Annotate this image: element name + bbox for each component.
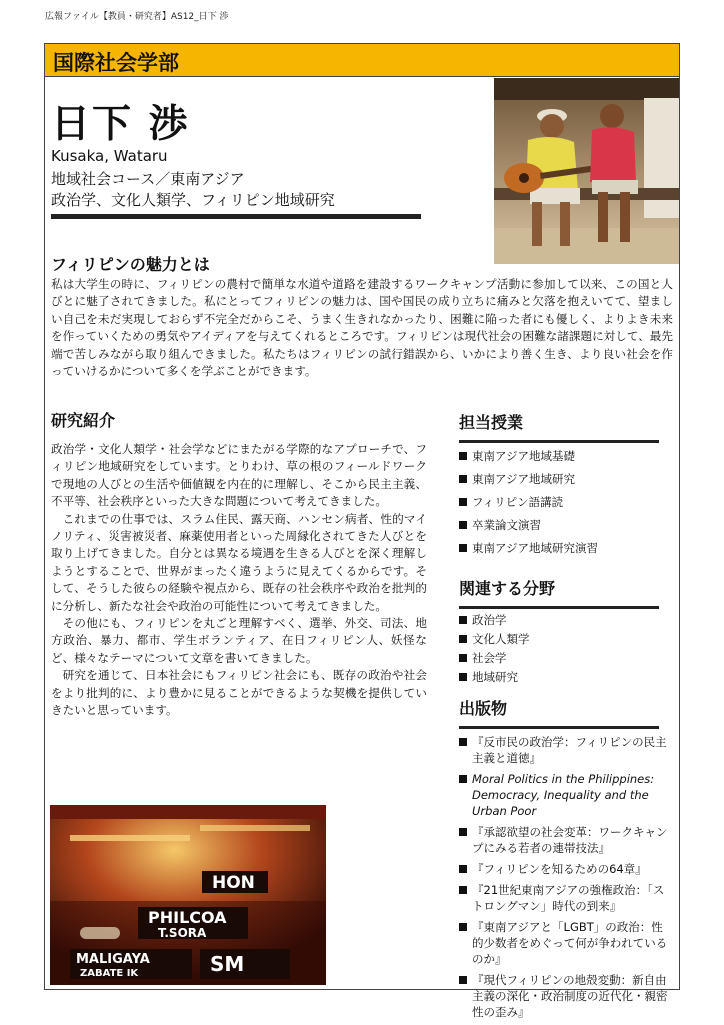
field-name: 社会学 xyxy=(472,651,507,665)
list-item xyxy=(459,630,674,649)
square-bullet-icon xyxy=(459,865,467,873)
list-item xyxy=(459,771,674,819)
course-name: 東南アジア地域研究 xyxy=(472,472,576,486)
publication-title: 『フィリピンを知るための64章』 xyxy=(472,862,647,876)
jeepney-sign-zabate: ZABATE IK xyxy=(80,968,139,979)
square-bullet-icon xyxy=(459,498,467,506)
publications-section-title: 出版物 xyxy=(459,699,508,718)
square-bullet-icon xyxy=(459,886,467,894)
publication-title: 『承認欲望の社会変革：ワークキャンプにみる若者の連帯技法』 xyxy=(472,825,668,855)
publication-title: 『現代フィリピンの地殻変動：新自由主義の深化・政治制度の近代化・親密性の歪み』 xyxy=(472,973,668,1019)
list-item xyxy=(459,649,674,668)
square-bullet-icon xyxy=(459,475,467,483)
course-name: 東南アジア地域基礎 xyxy=(472,449,576,463)
related-section-title: 関連する分野 xyxy=(459,579,556,598)
guitar-photo xyxy=(494,78,679,264)
course-name: フィリピン語講読 xyxy=(472,495,564,509)
name-romanized: Kusaka, Wataru xyxy=(51,147,168,165)
square-bullet-icon xyxy=(459,976,467,984)
research-paragraph: これまでの仕事では、スラム住民、露天商、ハンセン病者、性的マイノリティ、災害被災者、麻薬使用者といった周縁化されてきた人びとを取り上げてきました。自分とは異なる境遇を生きる人びとを深く理解しようとすることで、世界がまったく違うように見えてくるからです。そして、そうした彼らの経験や視点から、既存の社会秩序や政治を批判的に分析し、新たな社会や政治の可能性について考えてきました。 xyxy=(51,511,427,613)
publication-title: 『21世紀東南アジアの強権政治：「ストロングマン」時代の到来』 xyxy=(472,883,665,913)
square-bullet-icon xyxy=(459,616,467,624)
list-item xyxy=(459,470,674,489)
square-bullet-icon xyxy=(459,738,467,746)
field-name: 政治学 xyxy=(472,613,507,627)
list-item xyxy=(459,734,674,766)
square-bullet-icon xyxy=(459,775,467,783)
square-bullet-icon xyxy=(459,452,467,460)
list-item xyxy=(459,824,674,856)
research-paragraph: その他にも、フィリピンを丸ごと理解すべく、選挙、外交、司法、地方政治、暴力、都市、学生ボランティア、在日フィリピン人、妖怪など、様々なテーマについて文章を書いてきました。 xyxy=(51,616,427,665)
jeepney-sign-tsora: T.SORA xyxy=(158,926,207,940)
publications-list xyxy=(459,734,674,1025)
course-name: 卒業論文演習 xyxy=(472,518,541,532)
field-name: 文化人類学 xyxy=(472,632,530,646)
jeepney-sign-sm: SM xyxy=(210,952,245,976)
list-item xyxy=(459,861,674,877)
profile-sheet xyxy=(44,43,680,1019)
square-bullet-icon xyxy=(459,635,467,643)
charm-paragraph: 私は大学生の時に、フィリピンの農村で簡単な水道や道路を建設するワークキャンプ活動に参加して以来、この国と人びとに魅了されてきました。私にとってフィリピンの魅力は、国や国民の成り立ちに痛みと欠落を抱えいてて、望ましい自己を未だ実現しておらず不完全だからこそ、うまく生きれなかったり、困難に陥った者にも優しく、よりよき未来を作っていくための勇気やアイディアを与えてくれるところです。フィリピンは現代社会の困難な諸課題に対して、最先端で苦しみながら取り組んできました。私たちはフィリピンの試行錯誤から、いかにより善く生き、より良い社会を作っていけるかについて多くを学ぶことができます。 xyxy=(51,277,673,379)
charm-section-title: フィリピンの魅力とは xyxy=(51,255,210,274)
publication-title: 『反市民の政治学：フィリピンの民主主義と道徳』 xyxy=(472,735,667,765)
related-list xyxy=(459,611,674,687)
square-bullet-icon xyxy=(459,673,467,681)
list-item xyxy=(459,882,674,914)
courses-section-title: 担当授業 xyxy=(459,413,524,432)
list-item xyxy=(459,447,674,466)
name-japanese: 日下 渉 xyxy=(51,102,190,147)
courses-divider xyxy=(459,440,659,443)
research-section-title: 研究紹介 xyxy=(51,411,116,430)
related-divider xyxy=(459,606,659,609)
jeepney-sign-hon: HON xyxy=(212,873,255,893)
publications-divider xyxy=(459,726,659,729)
list-item xyxy=(459,539,674,558)
course-region: 地域社会コース／東南アジア xyxy=(51,170,245,188)
list-item xyxy=(459,972,674,1020)
square-bullet-icon xyxy=(459,923,467,931)
jeepney-photo xyxy=(50,805,326,985)
list-item xyxy=(459,516,674,535)
courses-list xyxy=(459,447,674,558)
course-name: 東南アジア地域研究演習 xyxy=(472,541,599,555)
list-item xyxy=(459,919,674,967)
square-bullet-icon xyxy=(459,828,467,836)
name-divider xyxy=(51,214,421,219)
research-body xyxy=(51,441,427,720)
field-name: 地域研究 xyxy=(472,670,518,684)
publication-title: 『東南アジアと「LGBT」の政治：性的少数者をめぐって何が争われているのか』 xyxy=(472,920,668,966)
square-bullet-icon xyxy=(459,654,467,662)
research-paragraph: 政治学・文化人類学・社会学などにまたがる学際的なアプローチで、フィリピン地域研究をしています。とりわけ、草の根のフィールドワークで現地の人びとの生活や価値観を内在的に理解し、そこから民主主義、不平等、社会秩序といった大きな問題について考えてきました。 xyxy=(51,442,427,509)
department-banner xyxy=(45,44,679,77)
square-bullet-icon xyxy=(459,521,467,529)
charm-body xyxy=(51,276,673,380)
file-header-note: 広報ファイル【教員・研究者】AS12_日下 渉 xyxy=(45,12,229,22)
list-item xyxy=(459,611,674,630)
list-item xyxy=(459,668,674,687)
research-fields: 政治学、文化人類学、フィリピン地域研究 xyxy=(51,191,335,209)
jeepney-sign-philcoa: PHILCOA xyxy=(148,908,227,927)
publication-title: Moral Politics in the Philippines: Democracy, Inequality and the Urban Poor xyxy=(472,772,655,818)
jeepney-sign-maligaya: MALIGAYA xyxy=(76,952,150,967)
research-paragraph: 研究を通じて、日本社会にもフィリピン社会にも、既存の政治や社会をより批判的に、より豊かに見ることができるような契機を提供していきたいと思っています。 xyxy=(51,668,427,718)
list-item xyxy=(459,493,674,512)
square-bullet-icon xyxy=(459,544,467,552)
department-title: 国際社会学部 xyxy=(53,51,179,75)
